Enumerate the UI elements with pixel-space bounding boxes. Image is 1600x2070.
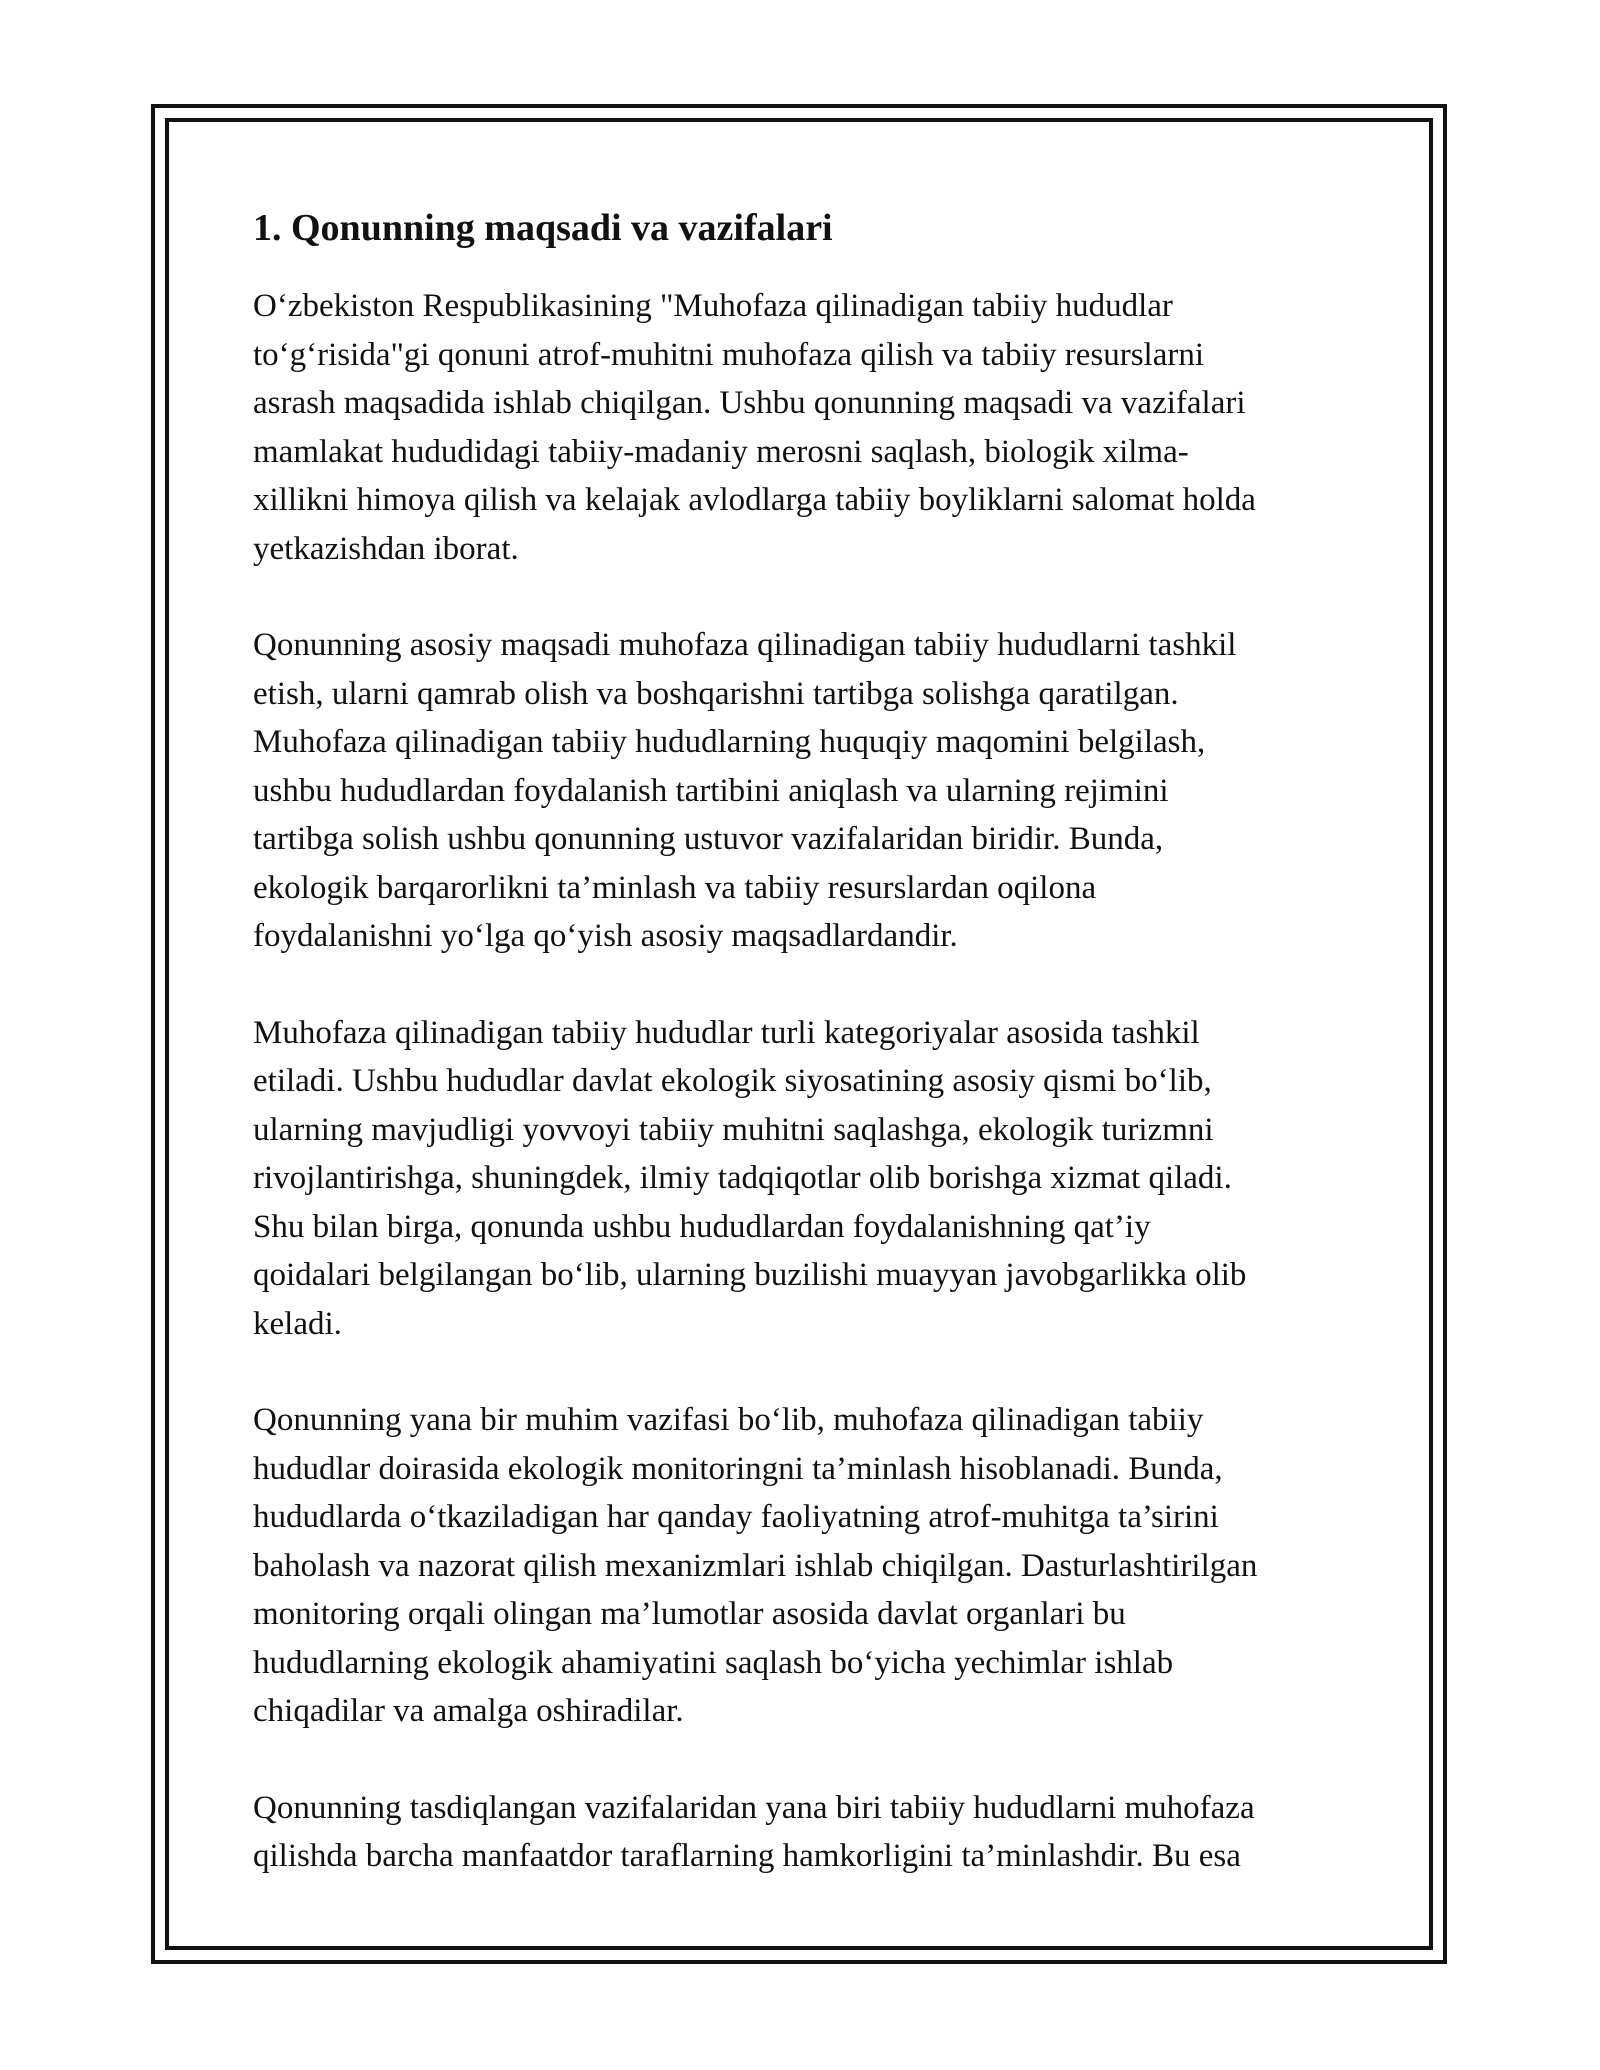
paragraph-line: tartibga solish ushbu qonunning ustuvor vazifalaridan biridir. Bunda, xyxy=(253,821,1164,857)
paragraph-line: Muhofaza qilinadigan tabiiy hududlar turli kategoriyalar asosida tashkil xyxy=(253,1014,1200,1051)
paragraph-line: hududlarda o‘tkaziladigan har qanday faoliyatning atrof-muhitga ta’sirini xyxy=(253,1499,1219,1535)
paragraph-line: yetkazishdan iborat. xyxy=(253,530,519,567)
paragraph-line: to‘g‘risida"gi qonuni atrof-muhitni muhofaza qilish va tabiiy resurslarni xyxy=(253,336,1205,373)
paragraph-line: O‘zbekiston Respublikasining "Muhofaza qilinadigan tabiiy hududlar xyxy=(253,288,1173,324)
paragraph-line: monitoring orqali olingan ma’lumotlar asosida davlat organlari bu xyxy=(253,1596,1126,1632)
paragraph-line: hududlar doirasida ekologik monitoringni ta’minlash hisoblanadi. Bunda, xyxy=(253,1450,1223,1487)
paragraph-3 xyxy=(253,1009,1393,1349)
paragraph-line: qoidalari belgilangan bo‘lib, ularning buzilishi muayyan javobgarlikka olib xyxy=(253,1257,1247,1293)
paragraph-line: ekologik barqarorlikni ta’minlash va tabiiy resurslardan oqilona xyxy=(253,869,1097,906)
paragraph-line: Qonunning tasdiqlangan vazifalaridan yana biri tabiiy hududlarni muhofaza xyxy=(253,1789,1255,1826)
paragraph-1 xyxy=(253,282,1393,573)
paragraph-line: etiladi. Ushbu hududlar davlat ekologik siyosatining asosiy qismi bo‘lib, xyxy=(253,1063,1212,1099)
paragraph-line: xillikni himoya qilish va kelajak avlodlarga tabiiy boyliklarni salomat holda xyxy=(253,482,1256,518)
paragraph-line: etish, ularni qamrab olish va boshqarishni tartibga solishga qaratilgan. xyxy=(253,675,1179,712)
paragraph-line: foydalanishni yo‘lga qo‘yish asosiy maqsadlardandir. xyxy=(253,918,958,954)
paragraph-line: ushbu hududlardan foydalanish tartibini aniqlash va ularning rejimini xyxy=(253,772,1169,809)
page-border-outer xyxy=(151,104,1447,1964)
paragraph-line: baholash va nazorat qilish mexanizmlari ishlab chiqilgan. Dasturlashtirilgan xyxy=(253,1547,1258,1584)
page-border-inner xyxy=(165,118,1433,1950)
paragraph-line: chiqadilar va amalga oshiradilar. xyxy=(253,1693,684,1729)
paragraph-line: Shu bilan birga, qonunda ushbu hududlardan foydalanishning qat’iy xyxy=(253,1208,1151,1245)
paragraph-5 xyxy=(253,1784,1393,1881)
paragraph-line: Muhofaza qilinadigan tabiiy hududlarning huquqiy maqomini belgilash, xyxy=(253,724,1206,760)
paragraph-line: hududlarning ekologik ahamiyatini saqlash bo‘yicha yechimlar ishlab xyxy=(253,1644,1174,1681)
paragraph-line: mamlakat hududidagi tabiiy-madaniy merosni saqlash, biologik xilma- xyxy=(253,433,1189,470)
paragraph-line: Qonunning asosiy maqsadi muhofaza qilinadigan tabiiy hududlarni tashkil xyxy=(253,627,1237,663)
paragraph-line: rivojlantirishga, shuningdek, ilmiy tadqiqotlar olib borishga xizmat qiladi. xyxy=(253,1160,1232,1196)
paragraph-line: Qonunning yana bir muhim vazifasi bo‘lib, muhofaza qilinadigan tabiiy xyxy=(253,1402,1204,1438)
paragraph-line: ularning mavjudligi yovvoyi tabiiy muhitni saqlashga, ekologik turizmni xyxy=(253,1111,1214,1148)
section-heading: 1. Qonunning maqsadi va vazifalari xyxy=(253,207,833,249)
document-body xyxy=(253,206,1393,1929)
paragraph-line: qilishda barcha manfaatdor taraflarning hamkorligini ta’minlashdir. Bu esa xyxy=(253,1838,1241,1874)
paragraph-4 xyxy=(253,1396,1393,1736)
paragraph-line: asrash maqsadida ishlab chiqilgan. Ushbu qonunning maqsadi va vazifalari xyxy=(253,385,1246,421)
paragraph-line: keladi. xyxy=(253,1305,342,1342)
paragraph-2 xyxy=(253,621,1393,961)
